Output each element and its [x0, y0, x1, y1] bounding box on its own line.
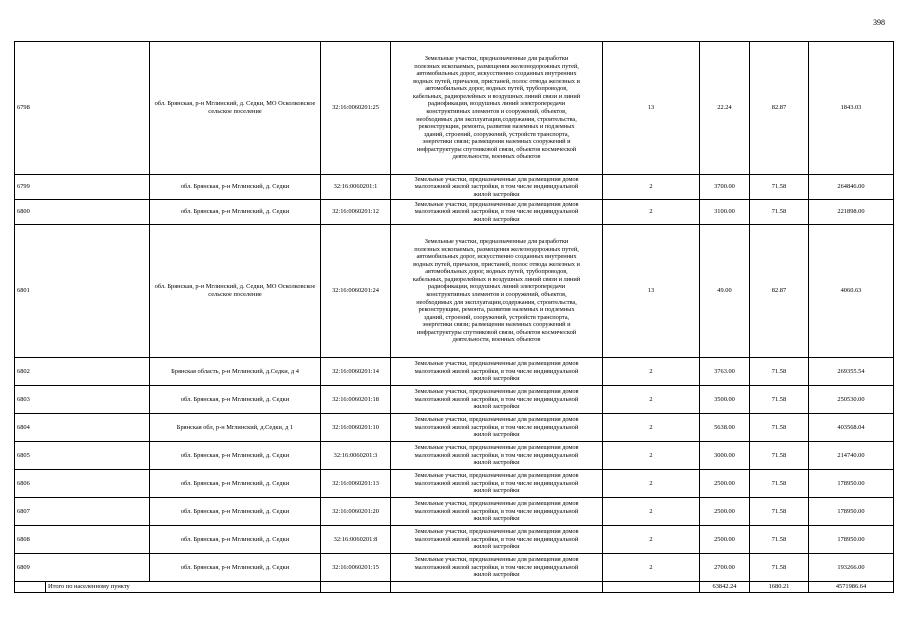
area-cell: 5638.00 [700, 414, 750, 442]
land-use-cell: Земельные участки, предназначенные для размещения домов малоэтажной жилой застройки, в том числе индивидуальной жилой застройки [391, 470, 603, 498]
land-use-cell: Земельные участки, предназначенные для размещения домов малоэтажной жилой застройки, в том числе индивидуальной жилой застройки [391, 554, 603, 582]
address-cell: обл. Брянская, р-н Мглинский, д. Седки, МО Осколковское сельское поселение [150, 225, 321, 358]
use-code-cell: 2 [603, 498, 700, 526]
address-cell: обл. Брянская, р-н Мглинский, д. Седки [150, 175, 321, 200]
cadastral-number-cell: 32:16:0060201:18 [321, 386, 391, 414]
table-row [15, 442, 894, 470]
table-row [15, 526, 894, 554]
total-rate-cell: 1680.21 [750, 582, 809, 593]
address-cell: Брянская обл, р-н Мглинский, д.Седки, д 1 [150, 414, 321, 442]
use-code-cell: 2 [603, 175, 700, 200]
cadastral-number-cell: 32:16:0060201:20 [321, 498, 391, 526]
area-cell: 22.24 [700, 42, 750, 175]
land-use-cell: Земельные участки, предназначенные для размещения домов малоэтажной жилой застройки, в том числе индивидуальной жилой застройки [391, 526, 603, 554]
total-empty-cell [391, 582, 603, 593]
rate-cell: 71.58 [750, 386, 809, 414]
area-cell: 2700.00 [700, 554, 750, 582]
address-cell: обл. Брянская, р-н Мглинский, д. Седки [150, 498, 321, 526]
use-code-cell: 2 [603, 414, 700, 442]
land-registry-table [14, 41, 894, 593]
table-row [15, 554, 894, 582]
area-cell: 3763.00 [700, 358, 750, 386]
cadastral-number-cell: 32:16:0060201:15 [321, 554, 391, 582]
area-cell: 3000.00 [700, 442, 750, 470]
use-code-cell: 13 [603, 42, 700, 175]
area-cell: 3700.00 [700, 175, 750, 200]
area-cell: 2500.00 [700, 526, 750, 554]
row-number-cell: 6808 [15, 526, 150, 554]
area-cell: 3100.00 [700, 200, 750, 225]
cadastral-value-cell: 4060.63 [809, 225, 894, 358]
cadastral-number-cell: 32:16:0060201:25 [321, 42, 391, 175]
land-use-cell: Земельные участки, предназначенные для размещения домов малоэтажной жилой застройки, в том числе индивидуальной жилой застройки [391, 498, 603, 526]
use-code-cell: 2 [603, 200, 700, 225]
cadastral-value-cell: 221898.00 [809, 200, 894, 225]
row-number-cell: 6803 [15, 386, 150, 414]
cadastral-number-cell: 32:16:0060201:12 [321, 200, 391, 225]
address-cell: обл. Брянская, р-н Мглинский, д. Седки [150, 386, 321, 414]
row-number-cell: 6805 [15, 442, 150, 470]
cadastral-value-cell: 1843.03 [809, 42, 894, 175]
land-use-cell: Земельные участки, предназначенные для размещения домов малоэтажной жилой застройки, в том числе индивидуальной жилой застройки [391, 442, 603, 470]
cadastral-value-cell: 178950.00 [809, 526, 894, 554]
table-row [15, 42, 894, 175]
row-number-cell: 6807 [15, 498, 150, 526]
total-area-cell: 63842.24 [700, 582, 750, 593]
rate-cell: 71.58 [750, 200, 809, 225]
table-row [15, 358, 894, 386]
row-number-cell: 6806 [15, 470, 150, 498]
rate-cell: 71.58 [750, 175, 809, 200]
address-cell: обл. Брянская, р-н Мглинский, д. Седки [150, 554, 321, 582]
area-cell: 49.00 [700, 225, 750, 358]
total-empty-cell [603, 582, 700, 593]
cadastral-value-cell: 250530.00 [809, 386, 894, 414]
rate-cell: 82.87 [750, 225, 809, 358]
address-cell: обл. Брянская, р-н Мглинский, д. Седки, МО Осколковское сельское поселение [150, 42, 321, 175]
land-use-cell: Земельные участки, предназначенные для размещения домов малоэтажной жилой застройки, в том числе индивидуальной жилой застройки [391, 386, 603, 414]
address-cell: обл. Брянская, р-н Мглинский, д. Седки [150, 526, 321, 554]
rate-cell: 71.58 [750, 554, 809, 582]
rate-cell: 71.58 [750, 526, 809, 554]
row-number-cell: 6799 [15, 175, 150, 200]
table-row [15, 386, 894, 414]
table-row [15, 175, 894, 200]
address-cell: обл. Брянская, р-н Мглинский, д. Седки [150, 470, 321, 498]
area-cell: 2500.00 [700, 498, 750, 526]
cadastral-number-cell: 32:16:0060201:8 [321, 526, 391, 554]
row-number-cell: 6809 [15, 554, 150, 582]
cadastral-number-cell: 32:16:0060201:24 [321, 225, 391, 358]
row-number-cell: 6802 [15, 358, 150, 386]
row-number-cell: 6801 [15, 225, 150, 358]
cadastral-number-cell: 32:16:0060201:14 [321, 358, 391, 386]
use-code-cell: 2 [603, 526, 700, 554]
table-row [15, 498, 894, 526]
area-cell: 2500.00 [700, 470, 750, 498]
cadastral-number-cell: 32:16:0060201:3 [321, 442, 391, 470]
rate-cell: 71.58 [750, 358, 809, 386]
total-label-cell: Итого по населенному пункту [46, 582, 321, 593]
cadastral-number-cell: 32:16:0060201:10 [321, 414, 391, 442]
use-code-cell: 2 [603, 442, 700, 470]
cadastral-value-cell: 178950.00 [809, 470, 894, 498]
total-empty-cell [15, 582, 46, 593]
land-use-cell: Земельные участки, предназначенные для размещения домов малоэтажной жилой застройки, в том числе индивидуальной жилой застройки [391, 200, 603, 225]
page-number: 398 [873, 18, 885, 27]
total-empty-cell [321, 582, 391, 593]
use-code-cell: 2 [603, 358, 700, 386]
rate-cell: 71.58 [750, 498, 809, 526]
rate-cell: 71.58 [750, 442, 809, 470]
table-row [15, 225, 894, 358]
table-row [15, 414, 894, 442]
area-cell: 3500.00 [700, 386, 750, 414]
total-value-cell: 4571986.64 [809, 582, 894, 593]
cadastral-number-cell: 32:16:0060201:1 [321, 175, 391, 200]
table-row [15, 470, 894, 498]
cadastral-value-cell: 264846.00 [809, 175, 894, 200]
land-use-cell: Земельные участки, предназначенные для разработки полезных ископаемых, размещения железнодорожных путей, автомобильных дорог, искусственно созданных внутренних водных путей, причалов, пристаней, полос отвода железных и автомобильных дорог, водных путей, трубопроводов, кабельных, радиорелейных и воздушных линий связи и линий радиофикации, воздушных линий электропередачи конструктивных элементов и сооружений, объектов, необходимых для эксплуатации,содержания, строительства, реконструкции, ремонта, развития наземных и подземных зданий, строений, сооружений, устройств транспорта, энергетики связи; размещения наземных сооружений и инфраструктуры спутниковой связи, объектов космической деятельности, военных объектов [391, 225, 603, 358]
total-row [15, 582, 894, 593]
address-cell: обл. Брянская, р-н Мглинский, д. Седки [150, 442, 321, 470]
use-code-cell: 13 [603, 225, 700, 358]
table-row [15, 200, 894, 225]
address-cell: обл. Брянская, р-н Мглинский, д. Седки [150, 200, 321, 225]
row-number-cell: 6800 [15, 200, 150, 225]
cadastral-value-cell: 178950.00 [809, 498, 894, 526]
cadastral-value-cell: 193266.00 [809, 554, 894, 582]
row-number-cell: 6798 [15, 42, 150, 175]
use-code-cell: 2 [603, 554, 700, 582]
land-use-cell: Земельные участки, предназначенные для размещения домов малоэтажной жилой застройки, в том числе индивидуальной жилой застройки [391, 414, 603, 442]
cadastral-value-cell: 214740.00 [809, 442, 894, 470]
cadastral-value-cell: 403568.04 [809, 414, 894, 442]
use-code-cell: 2 [603, 470, 700, 498]
use-code-cell: 2 [603, 386, 700, 414]
cadastral-number-cell: 32:16:0060201:13 [321, 470, 391, 498]
land-use-cell: Земельные участки, предназначенные для размещения домов малоэтажной жилой застройки, в том числе индивидуальной жилой застройки [391, 358, 603, 386]
rate-cell: 71.58 [750, 414, 809, 442]
address-cell: Брянская область, р-н Мглинский, д.Седки, д 4 [150, 358, 321, 386]
rate-cell: 82.87 [750, 42, 809, 175]
row-number-cell: 6804 [15, 414, 150, 442]
cadastral-value-cell: 269355.54 [809, 358, 894, 386]
rate-cell: 71.58 [750, 470, 809, 498]
land-use-cell: Земельные участки, предназначенные для разработки полезных ископаемых, размещения железнодорожных путей, автомобильных дорог, искусственно созданных внутренних водных путей, причалов, пристаней, полос отвода железных и автомобильных дорог, водных путей, трубопроводов, кабельных, радиорелейных и воздушных линий связи и линий радиофикации, воздушных линий электропередачи конструктивных элементов и сооружений, объектов, необходимых для эксплуатации,содержания, строительства, реконструкции, ремонта, развития наземных и подземных зданий, строений, сооружений, устройств транспорта, энергетики связи; размещения наземных сооружений и инфраструктуры спутниковой связи, объектов космической деятельности, военных объектов [391, 42, 603, 175]
land-use-cell: Земельные участки, предназначенные для размещения домов малоэтажной жилой застройки, в том числе индивидуальной жилой застройки [391, 175, 603, 200]
